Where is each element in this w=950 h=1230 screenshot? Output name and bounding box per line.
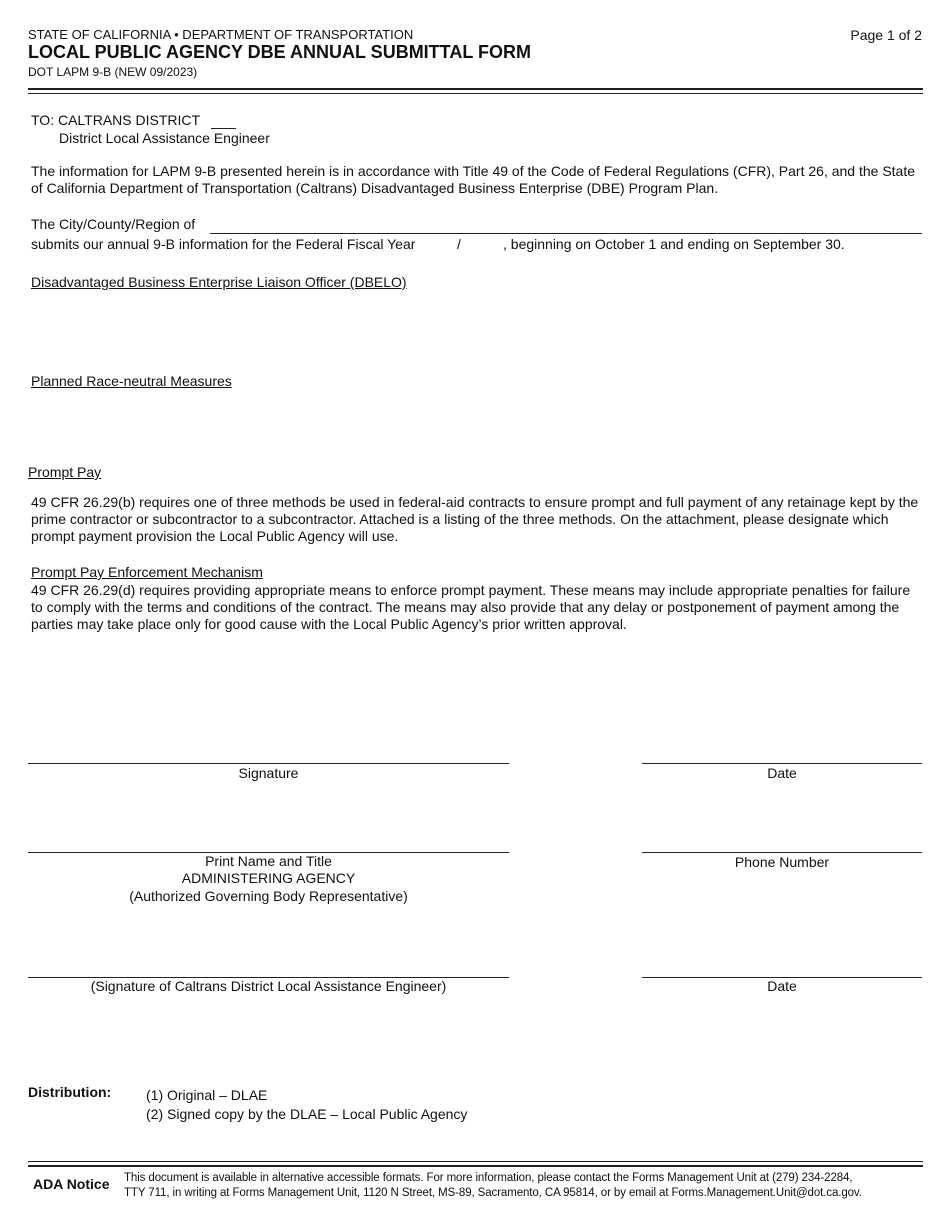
ada-notice-line-1: This document is available in alternative accessible formats. For more information, please contact the Forms Management Unit at (279) 234-2284, bbox=[124, 1172, 853, 1184]
authorized-rep-label: (Authorized Governing Body Representative) bbox=[129, 888, 408, 904]
distribution-label: Distribution: bbox=[28, 1084, 112, 1100]
distribution-item: (1) Original – DLAE bbox=[146, 1087, 268, 1103]
region-label: The City/County/Region of bbox=[31, 216, 196, 232]
distribution-item: (2) Signed copy by the DLAE – Local Public Agency bbox=[146, 1106, 468, 1122]
prompt-pay-paragraph: 49 CFR 26.29(b) requires one of three methods be used in federal-aid contracts to ensure prompt and full payment of any retainage kept by the prime contractor or subcontractor to a subcontractor. Attached is a listing of the three methods. On the attachment, please designate which prompt payment provision the Local Public Agency will use. bbox=[31, 494, 919, 544]
footer-rule-bottom bbox=[28, 1165, 923, 1167]
enforcement-paragraph: 49 CFR 26.29(d) requires providing appropriate means to enforce prompt payment. These means may include appropriate penalties for failure to comply with the terms and conditions of the contract. The means may also provide that any delay or postponement of payment among the parties may take place only for good cause with the Local Public Agency’s prior written approval. bbox=[31, 582, 911, 632]
region-field[interactable] bbox=[210, 233, 922, 234]
fiscal-year-prefix: submits our annual 9-B information for the Federal Fiscal Year bbox=[31, 236, 416, 252]
fiscal-year-suffix: , beginning on October 1 and ending on September 30. bbox=[503, 236, 845, 252]
date-label-2: Date bbox=[767, 978, 797, 994]
race-neutral-heading: Planned Race-neutral Measures bbox=[31, 373, 232, 389]
phone-field[interactable] bbox=[642, 852, 922, 853]
header-rule-bottom bbox=[28, 93, 923, 94]
intro-paragraph: The information for LAPM 9-B presented herein is in accordance with Title 49 of the Code of Federal Regulations (CFR), Part 26, and the State of California Department of Transportation (Caltrans) Disadvantaged Business Enterprise (DBE) Program Plan. bbox=[31, 163, 916, 196]
ada-notice-label: ADA Notice bbox=[33, 1176, 110, 1192]
print-name-label: Print Name and Title bbox=[205, 853, 332, 869]
agency-line: STATE OF CALIFORNIA • DEPARTMENT OF TRANSPORTATION bbox=[28, 27, 414, 42]
administering-agency-label: ADMINISTERING AGENCY bbox=[181, 870, 356, 886]
date-label-1: Date bbox=[767, 765, 797, 781]
page-number: Page 1 of 2 bbox=[850, 27, 922, 43]
signature-field[interactable] bbox=[28, 763, 509, 764]
phone-label: Phone Number bbox=[734, 854, 830, 870]
fiscal-year-slash: / bbox=[457, 236, 461, 252]
enforcement-heading: Prompt Pay Enforcement Mechanism bbox=[31, 564, 263, 580]
dlae-signature-label: (Signature of Caltrans District Local Assistance Engineer) bbox=[90, 978, 447, 994]
ada-notice-line-2: TTY 711, in writing at Forms Management Unit, 1120 N Street, MS-89, Sacramento, CA 95814, or by email at Forms.Management.Unit@dot.ca.gov. bbox=[124, 1187, 862, 1199]
form-title: LOCAL PUBLIC AGENCY DBE ANNUAL SUBMITTAL FORM bbox=[28, 42, 531, 62]
dlae-label: District Local Assistance Engineer bbox=[59, 130, 270, 146]
to-district-label: TO: CALTRANS DISTRICT bbox=[31, 112, 201, 128]
signature-label: Signature bbox=[238, 765, 299, 781]
footer-rule-top bbox=[28, 1161, 923, 1162]
date-field-1[interactable] bbox=[642, 763, 922, 764]
prompt-pay-heading: Prompt Pay bbox=[28, 464, 102, 480]
dbelo-heading: Disadvantaged Business Enterprise Liaison Officer (DBELO) bbox=[31, 274, 407, 290]
district-number-field[interactable] bbox=[211, 128, 236, 129]
header-rule-top bbox=[28, 88, 923, 90]
form-id: DOT LAPM 9-B (NEW 09/2023) bbox=[28, 65, 198, 79]
